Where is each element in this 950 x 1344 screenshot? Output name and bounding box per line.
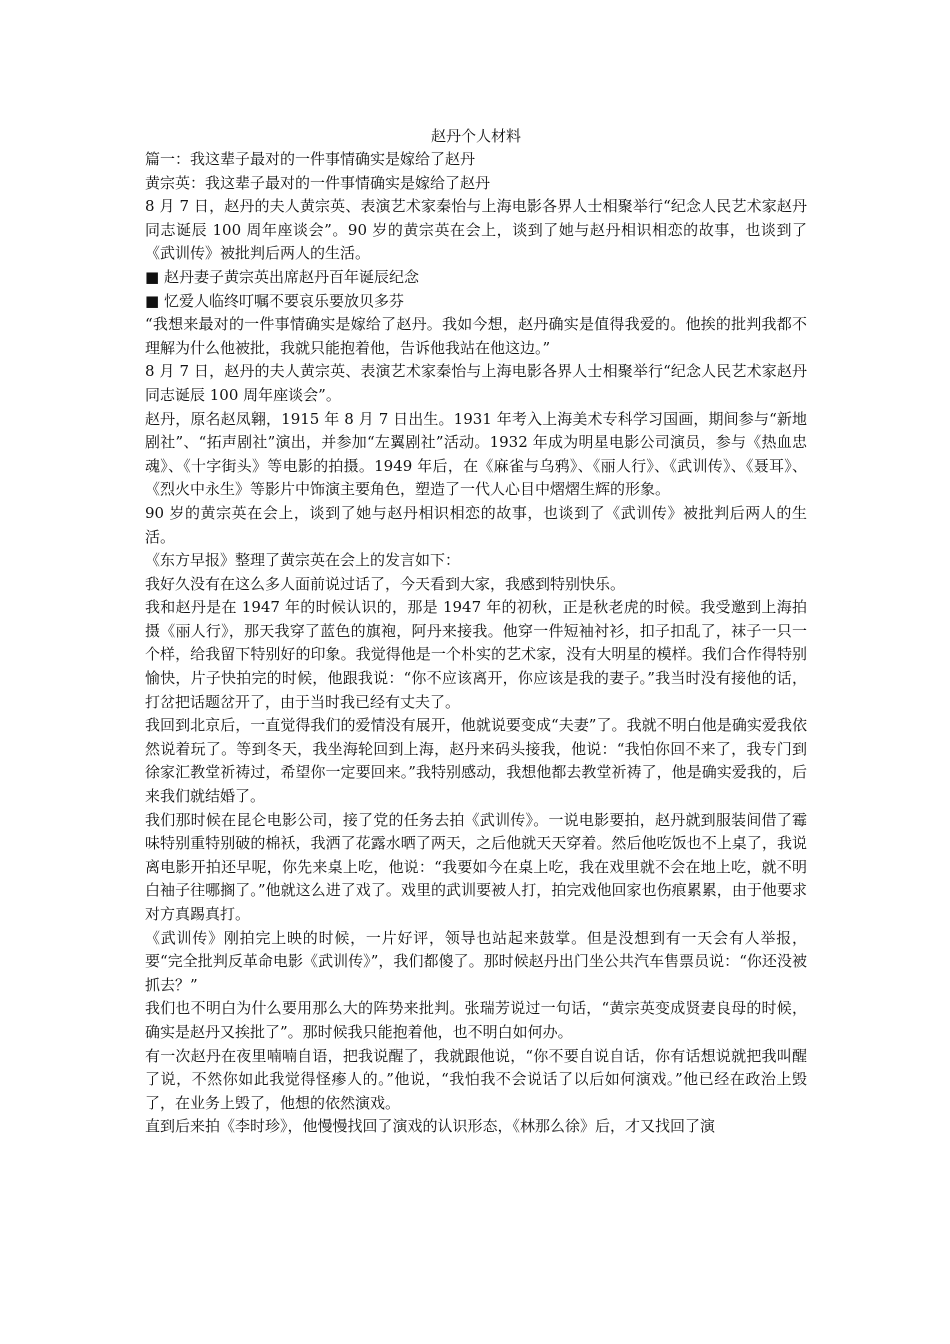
paragraph: 我和赵丹是在 1947 年的时候认识的，那是 1947 年的初秋，正是秋老虎的时候。我受邀到上海拍摄《丽人行》，那天我穿了蓝色的旗袍，阿丹来接我。他穿一件短袖衬衫，扣子扣乱了，袜子一只一个样，给我留下特别好的印象。我觉得他是一个朴实的艺术家，没有大明星的模样。我们合作得特别愉快，片子快拍完的时候，他跟我说：“你不应该离开，你应该是我的妻子。”我当时没有接他的话，打岔把话题岔开了，由于当时我已经有丈夫了。	[145, 598, 807, 711]
paragraph: 我好久没有在这么多人面前说过话了，今天看到大家，我感到特别快乐。	[145, 574, 626, 593]
paragraph: 《东方早报》整理了黄宗英在会上的发言如下：	[145, 551, 461, 570]
paragraph: “我想来最对的一件事情确实是嫁给了赵丹。我如今想，赵丹确实是值得我爱的。他挨的批判我都不理解为什么他被批，我就只能抱着他，告诉他我站在他这边。”	[145, 315, 807, 357]
document-body	[145, 148, 807, 1139]
paragraph: 8 月 7 日，赵丹的夫人黄宗英、表演艺术家秦怡与上海电影各界人士相聚举行“纪念人民艺术家赵丹同志诞辰 100 周年座谈会”。90 岁的黄宗英在会上，谈到了她与赵丹相识相恋的故事，也谈到了《武训传》被批判后两人的生活。	[145, 197, 807, 263]
paragraph: 我们也不明白为什么要用那么大的阵势来批判。张瑞芳说过一句话，“黄宗英变成贤妻良母的时候，确实是赵丹又挨批了”。那时候我只能抱着他，也不明白如何办。	[145, 999, 807, 1041]
paragraph: ■ 忆爱人临终叮嘱不要哀乐要放贝多芬	[145, 291, 404, 310]
paragraph: 黄宗英：我这辈子最对的一件事情确实是嫁给了赵丹	[145, 173, 491, 192]
paragraph: 有一次赵丹在夜里喃喃自语，把我说醒了，我就跟他说，“你不要自说自话，你有话想说就把我叫醒了说，不然你如此我觉得怪瘆人的。”他说，“我怕我不会说话了以后如何演戏。”他已经在政治上毁了，在业务上毁了，他想的依然演戏。	[145, 1046, 807, 1112]
paragraph: 《武训传》刚拍完上映的时候，一片好评，领导也站起来鼓掌。但是没想到有一天会有人举报，要“完全批判反革命电影《武训传》”，我们都傻了。那时候赵丹出门坐公共汽车售票员说：“你还没被抓去？”	[145, 928, 807, 994]
document-title: 赵丹个人材料	[430, 127, 521, 145]
paragraph: 直到后来拍《李时珍》，他慢慢找回了演戏的认识形态，《林那么徐》后，才又找回了演	[145, 1117, 716, 1136]
paragraph: 我们那时候在昆仑电影公司，接了党的任务去拍《武训传》。一说电影要拍，赵丹就到服装间借了霉味特别重特别破的棉袄，我洒了花露水晒了两天，之后他就天天穿着。然后他吃饭也不上桌了，我说离电影开拍还早呢，你先来桌上吃，他说：“我要如今在桌上吃，我在戏里就不会在地上吃，就不明白袖子往哪搁了。”他就这么进了戏了。戏里的武训要被人打，拍完戏他回家也伤痕累累，由于他要求对方真踢真打。	[145, 810, 807, 923]
paragraph: 赵丹，原名赵凤翱，1915 年 8 月 7 日出生。1931 年考入上海美术专科学习国画，期间参与“新地剧社”、“拓声剧社”演出，并参加“左翼剧社”活动。1932 年成为明星电影公司演员，参与《热血忠魂》、《十字街头》等电影的拍摄。1949 年后，在《麻雀与乌鸦》、《丽人行》、《武训传》、《聂耳》、《烈火中永生》等影片中饰演主要角色，塑造了一代人心目中熠熠生辉的形象。	[145, 409, 807, 499]
document-page	[145, 124, 807, 1139]
paragraph: 90 岁的黄宗英在会上，谈到了她与赵丹相识相恋的故事，也谈到了《武训传》被批判后两人的生活。	[145, 503, 807, 546]
paragraph: ■ 赵丹妻子黄宗英出席赵丹百年诞辰纪念	[145, 267, 419, 286]
paragraph: 篇一：我这辈子最对的一件事情确实是嫁给了赵丹	[145, 150, 476, 168]
paragraph: 8 月 7 日，赵丹的夫人黄宗英、表演艺术家秦怡与上海电影各界人士相聚举行“纪念人民艺术家赵丹同志诞辰 100 周年座谈会”。	[145, 362, 807, 404]
paragraph: 我回到北京后，一直觉得我们的爱情没有展开，他就说要变成“夫妻”了。我就不明白他是确实爱我依然说着玩了。等到冬天，我坐海轮回到上海，赵丹来码头接我，他说：“我怕你回不来了，我专门到徐家汇教堂祈祷过，希望你一定要回来。”我特别感动，我想他都去教堂祈祷了，他是确实爱我的，后来我们就结婚了。	[145, 716, 807, 806]
